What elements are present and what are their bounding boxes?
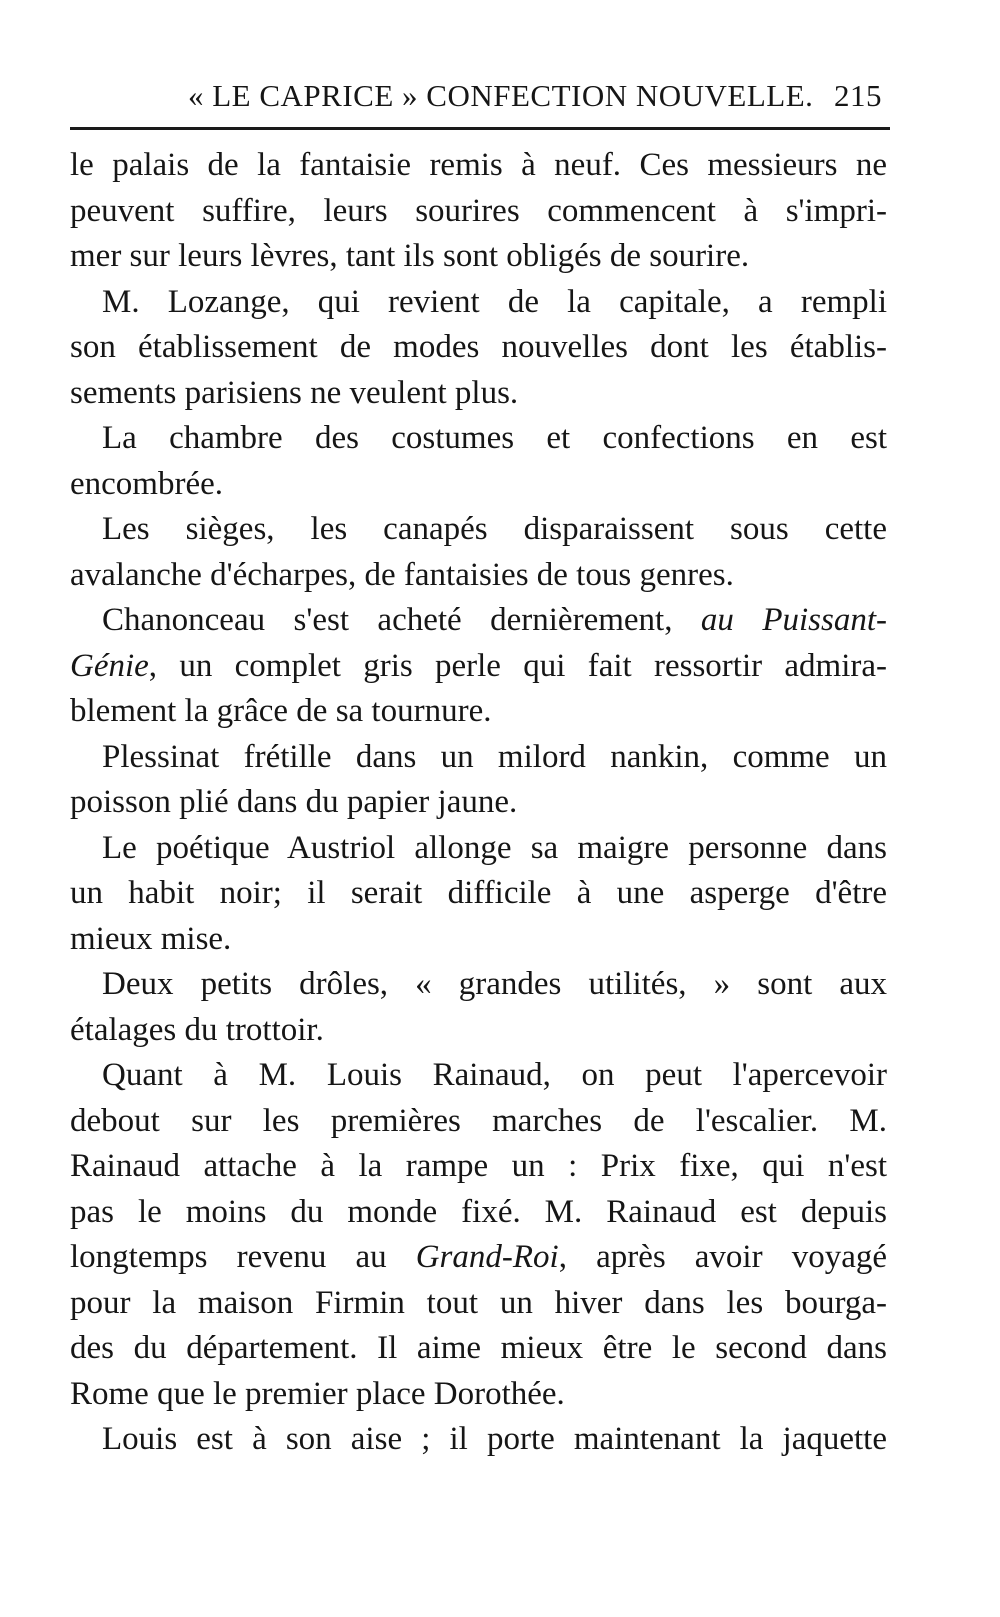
text-line xyxy=(70,1099,887,1145)
text-line xyxy=(70,1144,887,1190)
text-segment: mer sur leurs lèvres, tant ils sont obligés de sourire. xyxy=(70,238,750,274)
text-segment: Deux petits drôles, « grandes utilités, » sont aux xyxy=(102,966,887,1002)
text-segment: debout sur les premières marches de l'escalier. M. xyxy=(70,1102,887,1139)
text-line xyxy=(70,189,887,235)
text-segment: Le poétique Austriol allonge sa maigre personne dans xyxy=(102,829,887,866)
text-line xyxy=(70,553,887,599)
text-line xyxy=(70,1053,887,1099)
text-line xyxy=(70,1372,887,1418)
text-segment: Quant à M. Louis Rainaud, on peut l'apercevoir xyxy=(102,1057,887,1093)
text-segment: mieux mise. xyxy=(70,920,232,957)
text-segment: avalanche d'écharpes, de fantaisies de tous genres. xyxy=(70,556,734,593)
italic-text-segment: Génie xyxy=(70,647,149,684)
text-segment: La chambre des costumes et confections en est xyxy=(102,420,887,456)
text-line xyxy=(70,917,887,963)
text-line xyxy=(70,735,887,781)
text-segment: , un complet gris perle qui fait ressortir admira- xyxy=(148,647,887,684)
text-segment: un habit noir; il serait difficile à une asperge d'être xyxy=(70,875,887,911)
text-segment: son établissement de modes nouvelles dont les établis- xyxy=(70,329,887,365)
text-segment: encombrée. xyxy=(70,465,223,502)
text-segment: poisson plié dans du papier jaune. xyxy=(70,784,518,820)
text-line xyxy=(70,1190,887,1236)
running-title: « LE CAPRICE » CONFECTION NOUVELLE. xyxy=(188,78,814,113)
italic-text-segment: au Puissant- xyxy=(700,602,887,638)
text-line xyxy=(70,1326,887,1372)
text-line xyxy=(70,507,887,553)
text-segment: Plessinat frétille dans un milord nankin, comme un xyxy=(102,738,887,775)
text-line xyxy=(70,416,887,462)
text-line xyxy=(70,1235,887,1281)
text-segment: Louis est à son aise ; il porte maintenant la jaquette xyxy=(102,1421,887,1457)
text-segment: étalages du trottoir. xyxy=(70,1011,324,1048)
text-line xyxy=(70,462,887,508)
text-segment: Rome que le premier place Dorothée. xyxy=(70,1375,565,1412)
text-segment: blement la grâce de sa tournure. xyxy=(70,693,492,729)
text-line xyxy=(70,871,887,917)
text-line xyxy=(70,962,887,1008)
text-line xyxy=(70,143,887,189)
text-line xyxy=(70,1281,887,1327)
text-line xyxy=(70,1008,887,1054)
italic-text-segment: Grand-Roi xyxy=(415,1239,559,1275)
running-head xyxy=(70,78,890,118)
text-line xyxy=(70,325,887,371)
text-segment: longtemps revenu au xyxy=(70,1239,416,1275)
header-rule xyxy=(70,127,890,130)
text-line xyxy=(70,280,887,326)
text-segment: pas le moins du monde fixé. M. Rainaud est depuis xyxy=(70,1193,887,1230)
text-line xyxy=(70,371,887,417)
text-segment: peuvent suffire, leurs sourires commencent à s'impri- xyxy=(70,192,887,229)
text-segment: M. Lozange, qui revient de la capitale, a rempli xyxy=(102,283,887,320)
text-segment: des du département. Il aime mieux être le second dans xyxy=(70,1330,887,1366)
text-line xyxy=(70,598,887,644)
text-segment: pour la maison Firmin tout un hiver dans les bourga- xyxy=(70,1284,887,1321)
text-segment: le palais de la fantaisie remis à neuf. Ces messieurs ne xyxy=(70,147,887,183)
text-segment: sements parisiens ne veulent plus. xyxy=(70,374,519,411)
text-segment: Rainaud attache à la rampe un : Prix fixe, qui n'est xyxy=(70,1148,887,1184)
text-segment: Chanonceau s'est acheté dernièrement, xyxy=(102,602,701,638)
text-line xyxy=(70,689,887,735)
body-text xyxy=(70,143,887,1463)
text-line xyxy=(70,1417,887,1463)
text-line xyxy=(70,826,887,872)
page-number: 215 xyxy=(834,78,882,113)
text-line xyxy=(70,234,887,280)
text-segment: Les sièges, les canapés disparaissent sous cette xyxy=(102,511,887,547)
text-line xyxy=(70,644,887,690)
text-segment: , après avoir voyagé xyxy=(558,1239,887,1275)
text-line xyxy=(70,780,887,826)
